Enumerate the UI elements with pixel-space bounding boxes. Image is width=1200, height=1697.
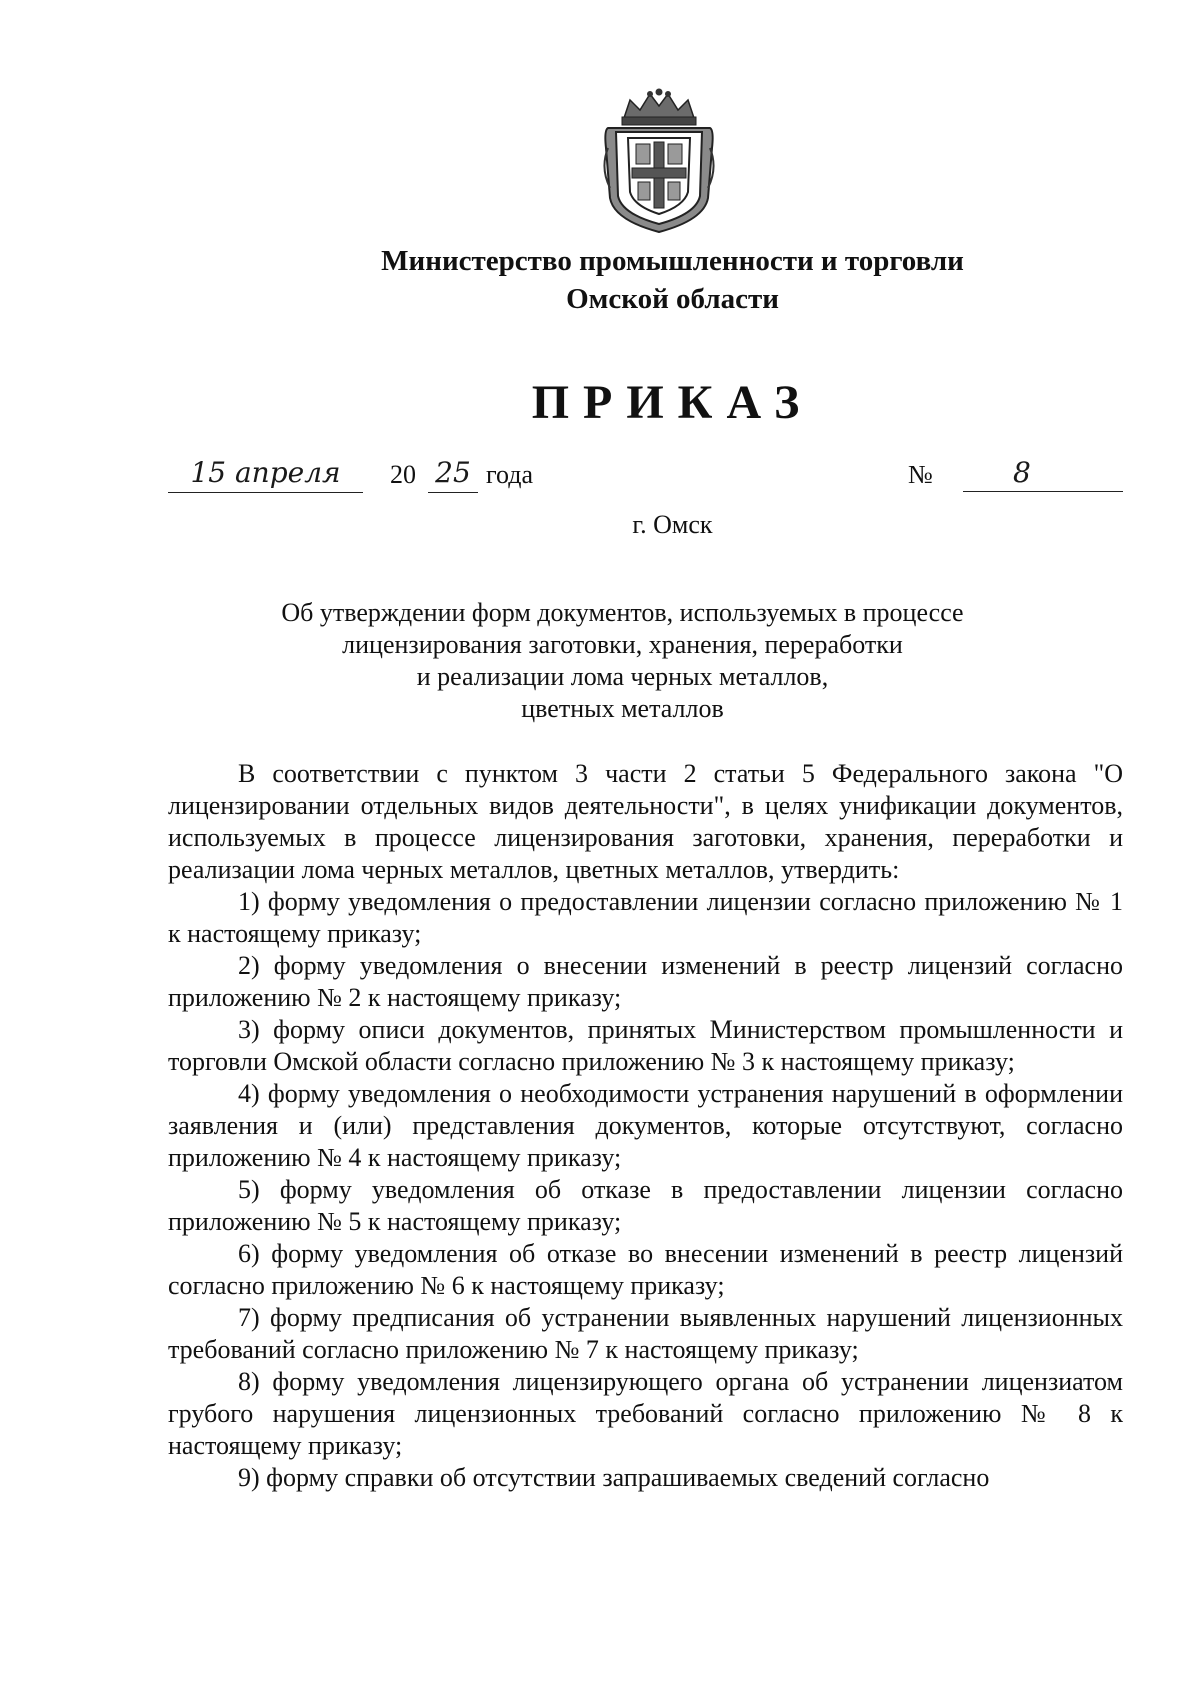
document-title: ПРИКАЗ [531, 376, 814, 429]
list-item: 8) форму уведомления лицензирующего органа об устранении лицензиатом грубого нарушения лицензионных требований согласно приложению № 8 к настоящему приказу; [168, 1367, 1123, 1460]
date-day-month: 15 апреля [168, 458, 363, 493]
ministry-header [200, 242, 1145, 318]
city: г. Омск [632, 510, 713, 539]
order-body [168, 758, 1123, 1494]
list-item: 3) форму описи документов, принятых Министерством промышленности и торговли Омской области согласно приложению № 3 к настоящему приказу; [168, 1015, 1123, 1076]
ministry-name-line1: Министерство промышленности и торговли [381, 245, 964, 277]
list-item: 6) форму уведомления об отказе во внесении изменений в реестр лицензий согласно приложению № 6 к настоящему приказу; [168, 1239, 1123, 1300]
subject-line: цветных металлов [521, 694, 724, 723]
order-number: 8 [963, 458, 1123, 492]
list-item: 2) форму уведомления о внесении изменений в реестр лицензий согласно приложению № 2 к настоящему приказу; [168, 951, 1123, 1012]
list-item: 1) форму уведомления о предоставлении лицензии согласно приложению № 1 к настоящему приказу; [168, 887, 1123, 948]
number-sign: № [908, 460, 933, 489]
date-year-suffix: 25 [428, 458, 478, 493]
subject-line: лицензирования заготовки, хранения, переработки [342, 630, 903, 659]
coat-of-arms-icon [600, 88, 718, 234]
list-item: 7) форму предписания об устранении выявленных нарушений лицензионных требований согласно приложению № 7 к настоящему приказу; [168, 1303, 1123, 1364]
subject-line: и реализации лома черных металлов, [416, 662, 829, 691]
intro-paragraph: В соответствии с пунктом 3 части 2 статьи 5 Федерального закона "О лицензировании отдельных видов деятельности", в целях унификации документов, используемых в процессе лицензирования заготовки, хранения, переработки и реализации лома черных металлов, цветных металлов, утвердить: [168, 759, 1123, 884]
ministry-name-line2: Омской области [566, 283, 779, 315]
list-item: 4) форму уведомления о необходимости устранения нарушений в оформлении заявления и (или) представления документов, которые отсутствуют, согласно приложению № 4 к настоящему приказу; [168, 1079, 1123, 1172]
date-number-line [168, 458, 1123, 498]
date-year-prefix: 20 [390, 460, 416, 489]
date-year-word: года [486, 460, 534, 489]
list-item: 9) форму справки об отсутствии запрашиваемых сведений согласно [238, 1463, 990, 1492]
order-subject [200, 597, 1045, 725]
subject-line: Об утверждении форм документов, используемых в процессе [281, 598, 964, 627]
list-item: 5) форму уведомления об отказе в предоставлении лицензии согласно приложению № 5 к настоящему приказу; [168, 1175, 1123, 1236]
